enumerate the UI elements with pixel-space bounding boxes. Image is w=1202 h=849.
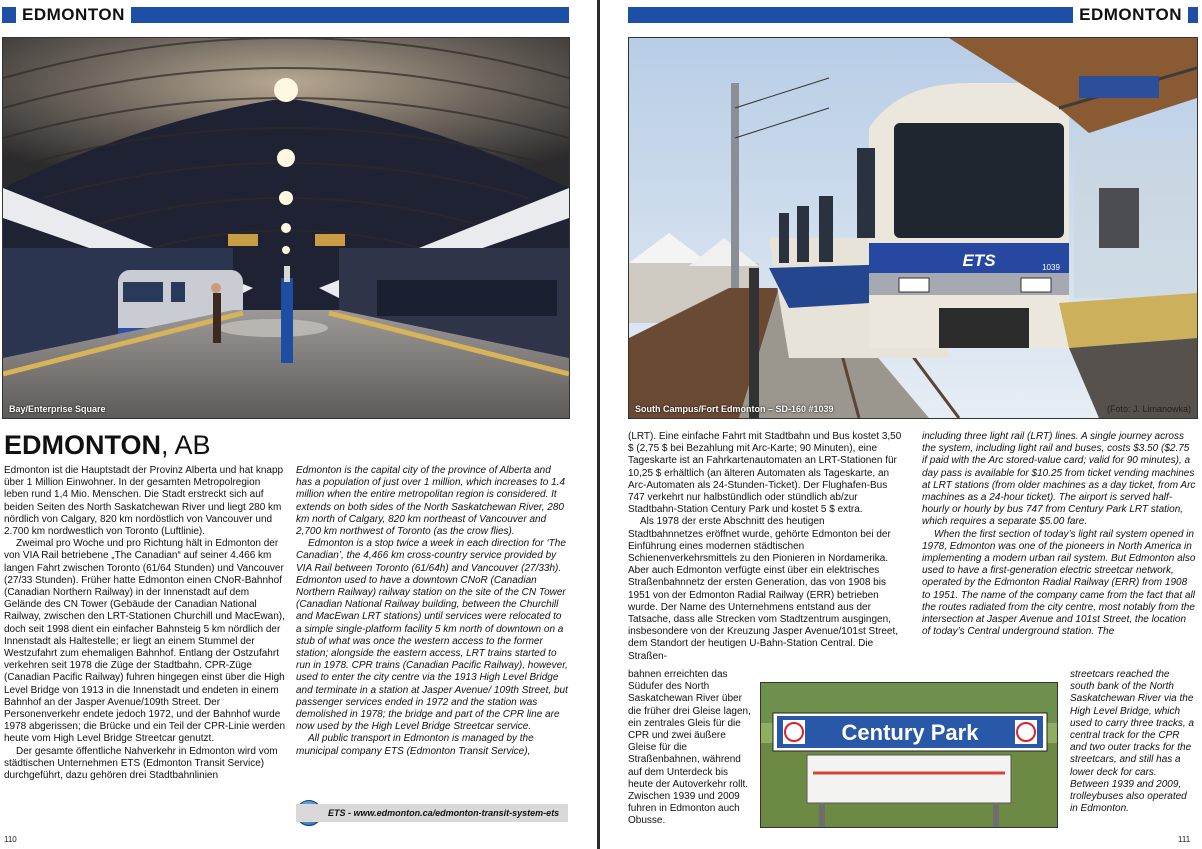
right-header-title: EDMONTON	[1079, 5, 1182, 24]
left-english-column	[296, 465, 568, 758]
left-photo-caption: Bay/Enterprise Square	[9, 404, 106, 414]
right-german-paragraph-1: (LRT). Eine einfache Fahrt mit Stadtbahn und Bus kostet 3,50 $ (2,75 $ bei Bezahlung mit Arc-Karte; 90 Minuten), eine Tageskarte ist an Fahrkartenautomaten an LRT-Stationen für 10,25 $ erhältlich (an älteren Automaten als Tageskarte, an Arc-Automaten als 24-Stunden-Ticket). Der Flughafen-Bus 747 verkehrt nur halbstündlich oder stündlich ab/zur Stadtbahn-Station Century Park und kostet 5 $ extra.	[628, 431, 902, 516]
right-german-paragraph-2: Als 1978 der erste Abschnitt des heutigen Stadtbahnnetzes eröffnet wurde, gehörte Edmonton bei der Einführung eines modernen städtischen Schienenverkehrsmittels zu den Pionieren in Nordamerika. Aber auch Edmonton verfügte einst über ein elektrisches Straßenbahnnetz der ersten Generation, das von 1908 bis 1951 von der Edmonton Radial Railway (ERR) betrieben wurde. Der Name des Unternehmens entstand aus der Tatsache, dass alle Strecken vom Stadtzentrum ausgingen, insbesondere von der Kreuzung Jasper Avenue/101st Street, dem Standort der heutigen U-Bahn-Station Central. Die Straßen-	[628, 516, 898, 662]
city-title-province: , AB	[161, 430, 211, 460]
right-photo-credit: (Foto: J. Limanowka)	[1106, 404, 1191, 414]
left-page-header	[2, 6, 569, 24]
ets-website-link[interactable]: ETS - www.edmonton.ca/edmonton-transit-system-ets	[296, 804, 568, 822]
right-german-narrow-text: bahnen erreichten das Südufer des North Saskatchewan River über die früher drei Gleise lagen, ein zentrales Gleis für die CPR und zwei äußere Gleise für die Straßenbahnen, während auf dem Unterdeck bis heute der Autoverkehr rollt. Zwischen 1939 und 2009 fuhren in Edmonton auch Obusse.	[628, 669, 751, 827]
right-german-column	[628, 431, 902, 663]
left-header-title: EDMONTON	[22, 5, 125, 24]
right-english-column	[922, 431, 1196, 638]
train-photo-south-campus	[628, 37, 1198, 419]
century-park-sign-photo	[760, 682, 1058, 828]
left-page	[0, 0, 598, 849]
train-ets-logo: ETS	[962, 251, 996, 270]
right-page-number: 111	[1178, 835, 1191, 844]
right-page-header	[628, 6, 1198, 24]
station-photo-bay-enterprise-square	[2, 37, 570, 419]
century-park-sign-text: Century Park	[841, 720, 979, 745]
left-german-paragraph-3: Der gesamte öffentliche Nahverkehr in Edmonton wird vom städtischen Unternehmen ETS (Edmonton Transit Service) durchgeführt, dazu gehören drei Stadtbahnlinien	[4, 745, 278, 782]
right-german-narrow-column	[628, 669, 754, 828]
right-english-narrow-text: streetcars reached the south bank of the North Saskatchewan River via the High Level Bridge, which used to carry three tracks, a central track for the CPR and two outer tracks for the streetcars, and still has a lower deck for cars. Between 1939 and 2009, trolleybuses also operated in Edmonton.	[1070, 669, 1194, 815]
left-german-paragraph-2: Zweimal pro Woche und pro Richtung hält in Edmonton der von VIA Rail betriebene „The Canadian“ auf seiner 4.466 km langen Fahrt zwischen Toronto (61/64 Stunden) und Vancouver (27/33 Stunden). Früher hatte Edmonton einen CNoR-Bahnhof (Canadian Northern Railway) in der Innenstadt auf dem Gelände des CN Tower (Gebäude der Canadian National Railway, zwischen den LRT-Stationen Churchill und MacEwan), doch seit 1998 dient ein einfacher Bahnsteig 5 km nördlich der Innenstadt als Haltestelle; er liegt an einem Stummel der Westzufahrt zum ehemaligen Bahnhof. Entlang der Ostzufahrt verkehren seit 1978 die Züge der Stadtbahn. CPR-Züge (Canadian Pacific Railway) fuhren hingegen einst über die High Level Bridge von 1913 in die Innenstadt und endeten in einem Bahnhof an der Jasper Avenue/109th Street. Der Personenverkehr endete jedoch 1972, und der Bahnhof wurde 1978 abgerissen; die Brücke und ein Teil der CPR-Linie werden heute vom High Level Bridge Streetcar genutzt.	[4, 538, 286, 745]
left-german-paragraph-1: Edmonton ist die Hauptstadt der Provinz Alberta und hat knapp über 1 Million Einwohner. In der gesamten Metropolregion leben rund 1,4 Mio. Menschen. Die Stadt erstreckt sich auf beiden Seiten des North Saskatchewan River und liegt 280 km nördlich von Calgary, 820 km nordöstlich von Vancouver und 2.700 km nordwestlich von Toronto (Luftlinie).	[4, 465, 284, 538]
right-english-paragraph-1: including three light rail (LRT) lines. A single journey across the system, including light rail and buses, costs $3.50 ($2.75 if paid with the Arc stored-value card; valid for 90 minutes), a day pass is available for $10.25 from ticket vending machines at LRT stations (from older machines as a day ticket, from Arc machines as a 24-hour ticket). The airport is served half-hourly or hourly by bus 747 from Century Park LRT station, which requires a separate $5.00 fare.	[922, 431, 1196, 528]
city-title-bold: EDMONTON	[4, 430, 162, 460]
train-number-label: 1039	[1042, 263, 1060, 272]
left-german-column	[4, 465, 286, 782]
right-page	[600, 0, 1202, 849]
left-english-paragraph-1: Edmonton is the capital city of the province of Alberta and has a population of just over 1 million, which increases to 1.4 million when the entire metropolitan region is considered. It extends on both sides of the North Saskatchewan River, 280 km north of Calgary, 820 km northeast of Vancouver and 2,700 km northwest of Toronto (as the crow flies).	[296, 465, 566, 538]
left-english-paragraph-2: Edmonton is a stop twice a week in each direction for ‘The Canadian’, the 4,466 km cross-country service provided by VIA Rail between Toronto (61/64h) and Vancouver (27/33h). Edmonton used to have a downtown CNoR (Canadian Northern Railway) railway station on the site of the CN Tower (Canadian National Railway building, between the Churchill and MacEwan LRT stations) until services were relocated to a simple single-platform facility 5 km north of downtown on a stub of what was once the western access to the former station; alongside the eastern access, LRT trains started to run in 1978. CPR trains (Canadian Pacific Railway), however, used to enter the city centre via the 1913 High Level Bridge and terminate in a station at Jasper Avenue/ 109th Street, but passenger services ended in 1972 and the station was demolished in 1978; the bridge and part of the CPR line are now used by the High Level Bridge Streetcar service.	[296, 538, 568, 733]
right-photo-caption: South Campus/Fort Edmonton – SD-160 #1039	[635, 404, 834, 414]
right-english-narrow-column	[1070, 669, 1196, 815]
city-title	[4, 430, 211, 461]
left-page-number: 110	[4, 835, 17, 844]
left-english-paragraph-3: All public transport in Edmonton is managed by the municipal company ETS (Edmonton Transit Service),	[296, 733, 534, 757]
right-english-paragraph-2: When the first section of today’s light rail system opened in 1978, Edmonton was one of the pioneers in North America in implementing a modern urban rail system. But Edmonton also used to have a first-generation electric streetcar network, operated by the Edmonton Radial Railway (ERR) from 1908 to 1951. The name of the company came from the fact that all the routes radiated from the city centre, most notably from the intersection at Jasper Avenue and 101st Street, the location of today’s Central underground station. The	[922, 528, 1196, 638]
